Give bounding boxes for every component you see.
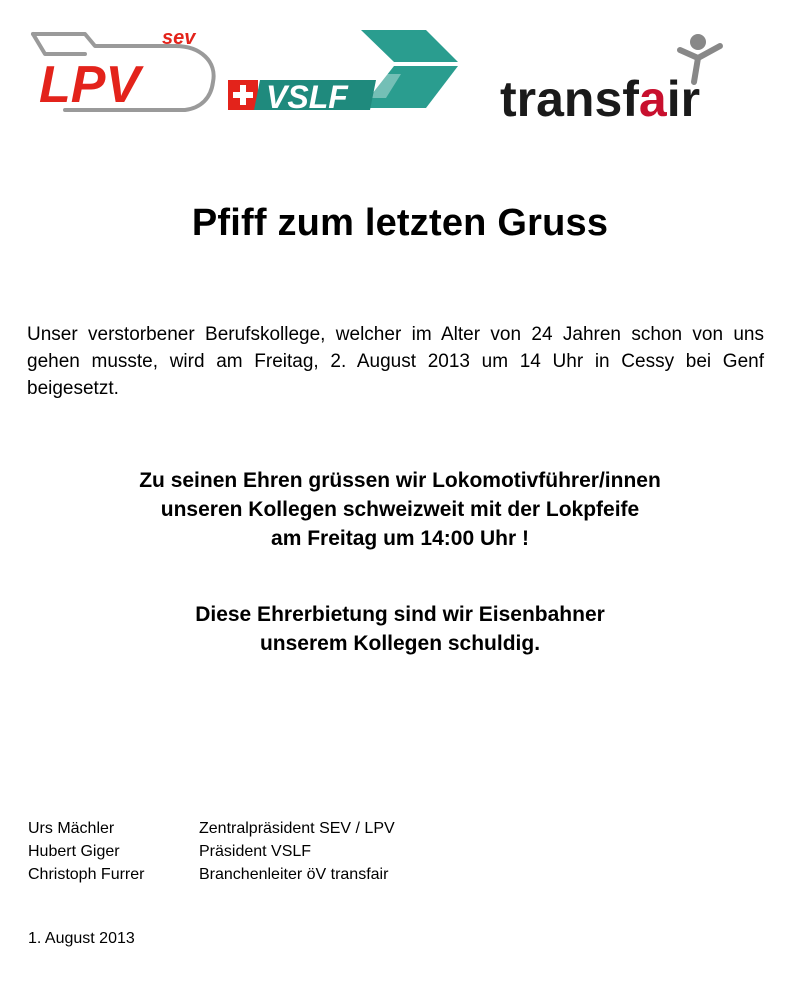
- respect-line: unserem Kollegen schuldig.: [259, 632, 541, 655]
- lpv-main-text: LPV: [39, 56, 141, 114]
- lpv-sev-text: sev: [162, 27, 196, 49]
- signer-name: Christoph Furrer: [28, 866, 145, 883]
- signer-name: Urs Mächler: [28, 820, 115, 837]
- lpv-logo: [25, 22, 225, 117]
- vslf-text: VSLF: [266, 79, 348, 115]
- page-title: Pfiff zum letzten Gruss: [191, 202, 609, 244]
- transfair-text-main: transf: [500, 71, 639, 125]
- svg-text:transfair: [500, 71, 700, 125]
- signer-role: Branchenleiter öV transfair: [199, 866, 389, 883]
- tribute-line: Zu seinen Ehren grüssen wir Lokomotivführer/innen: [139, 469, 661, 492]
- respect-line: Diese Ehrerbietung sind wir Eisenbahner: [195, 603, 605, 626]
- document-date: 1. August 2013: [28, 930, 135, 947]
- vslf-logo: [226, 28, 466, 118]
- signer-row: [28, 817, 395, 840]
- intro-paragraph: Unser verstorbener Berufskollege, welcher im Alter von 24 Jahren schon von uns gehen musste, wird am Freitag, 2. August 2013 um 14 Uhr in Cessy bei Genf beigesetzt.: [27, 324, 764, 399]
- tribute-line: am Freitag um 14:00 Uhr !: [271, 527, 529, 550]
- transfair-logo: [498, 30, 738, 125]
- transfair-text-accent: a: [638, 71, 667, 125]
- signer-row: [28, 840, 395, 863]
- signer-row: [28, 863, 395, 886]
- signer-role: Zentralpräsident SEV / LPV: [199, 820, 395, 837]
- signers-list: [28, 817, 395, 886]
- tribute-line: unseren Kollegen schweizweit mit der Lokpfeife: [160, 498, 640, 521]
- transfair-text-end: ir: [666, 71, 701, 125]
- signer-role: Präsident VSLF: [199, 843, 312, 860]
- tribute-block: [0, 466, 800, 553]
- respect-block: [0, 600, 800, 658]
- signer-name: Hubert Giger: [28, 843, 120, 860]
